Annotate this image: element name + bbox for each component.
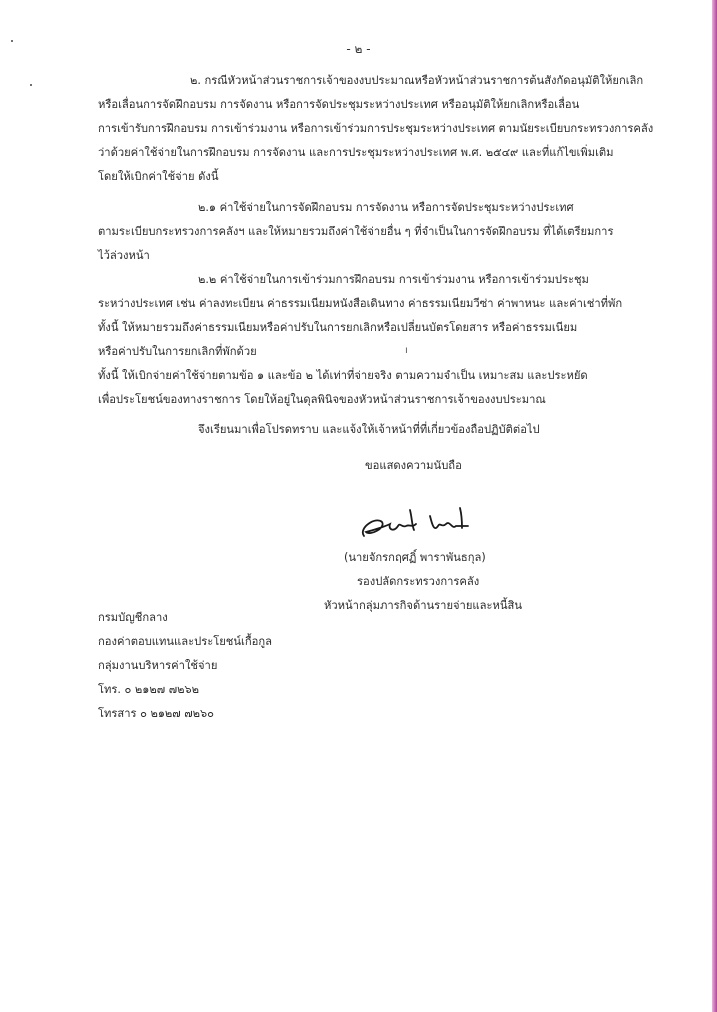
signer-name: (นายจักรกฤศฏิ์ พาราพันธกุล) [344,551,486,564]
para21-line2: ตามระเบียบกระทรวงการคลังฯ และให้หมายรวมถึงค่าใช้จ่ายอื่น ๆ ที่จำเป็นในการจัดฝึกอบรม ที่ได้เตรียมการ [98,225,614,238]
contact-group: กลุ่มงานบริหารค่าใช้จ่าย [98,659,218,672]
para2-line3: การเข้ารับการฝึกอบรม การเข้าร่วมงาน หรือการเข้าร่วมการประชุมระหว่างประเทศ ตามนัยระเบียบกระทรวงการคลัง [98,122,654,135]
scan-speck [30,84,32,86]
para22-line1: ๒.๒ ค่าใช้จ่ายในการเข้าร่วมการฝึกอบรม การเข้าร่วมงาน หรือการเข้าร่วมประชุม [198,273,589,286]
signer-position: รองปลัดกระทรวงการคลัง [357,575,480,588]
contact-division: กองค่าตอบแทนและประโยชน์เกื้อกูล [98,635,272,648]
para21-line1: ๒.๑ ค่าใช้จ่ายในการจัดฝึกอบรม การจัดงาน หรือการจัดประชุมระหว่างประเทศ [198,201,574,214]
salutation: ขอแสดงความนับถือ [365,459,462,472]
contact-department: กรมบัญชีกลาง [98,611,168,624]
para22-line4: หรือค่าปรับในการยกเลิกที่พักด้วย [98,345,257,358]
signer-group-position: หัวหน้ากลุ่มภารกิจด้านรายจ่ายและหนี้สิน [324,599,522,612]
para2-line5: โดยให้เบิกค่าใช้จ่าย ดังนี้ [98,170,219,183]
contact-fax: โทรสาร ๐ ๒๑๒๗ ๗๒๖๐ [98,707,214,720]
para22-line2: ระหว่างประเทศ เช่น ค่าลงทะเบียน ค่าธรรมเนียมหนังสือเดินทาง ค่าธรรมเนียมวีซ่า ค่าพาหนะ และค่าเช่าที่พัก [98,297,623,310]
contact-telephone: โทร. ๐ ๒๑๒๗ ๗๒๖๒ [98,683,199,696]
page-number: - ๒ - [346,42,371,56]
para21-line3: ไว้ล่วงหน้า [98,249,150,262]
stray-mark: ı [405,345,408,356]
final-line1: ทั้งนี้ ให้เบิกจ่ายค่าใช้จ่ายตามข้อ ๑ และข้อ ๒ ได้เท่าที่จ่ายจริง ตามความจำเป็น เหมาะสม และประหยัด [98,369,588,382]
handwritten-signature [356,506,496,544]
para2-line1: ๒. กรณีหัวหน้าส่วนราชการเจ้าของงบประมาณหรือหัวหน้าส่วนราชการต้นสังกัดอนุมัติให้ยกเลิก [190,74,644,87]
para2-line4: ว่าด้วยค่าใช้จ่ายในการฝึกอบรม การจัดงาน และการประชุมระหว่างประเทศ พ.ศ. ๒๕๔๙ และที่แก้ไขเพิ่มเติม [98,146,614,159]
para22-line3: ทั้งนี้ ให้หมายรวมถึงค่าธรรมเนียมหรือค่าปรับในการยกเลิกหรือเปลี่ยนบัตรโดยสาร หรือค่าธรรมเนียม [98,321,578,334]
final-line2: เพื่อประโยชน์ของทางราชการ โดยให้อยู่ในดุลพินิจของหัวหน้าส่วนราชการเจ้าของงบประมาณ [98,393,546,406]
scan-edge [712,0,717,1012]
para2-line2: หรือเลื่อนการจัดฝึกอบรม การจัดงาน หรือการจัดประชุมระหว่างประเทศ หรืออนุมัติให้ยกเลิกหรือเลื่อน [98,98,580,111]
closing-text: จึงเรียนมาเพื่อโปรดทราบ และแจ้งให้เจ้าหน้าที่ที่เกี่ยวข้องถือปฏิบัติต่อไป [198,423,540,436]
